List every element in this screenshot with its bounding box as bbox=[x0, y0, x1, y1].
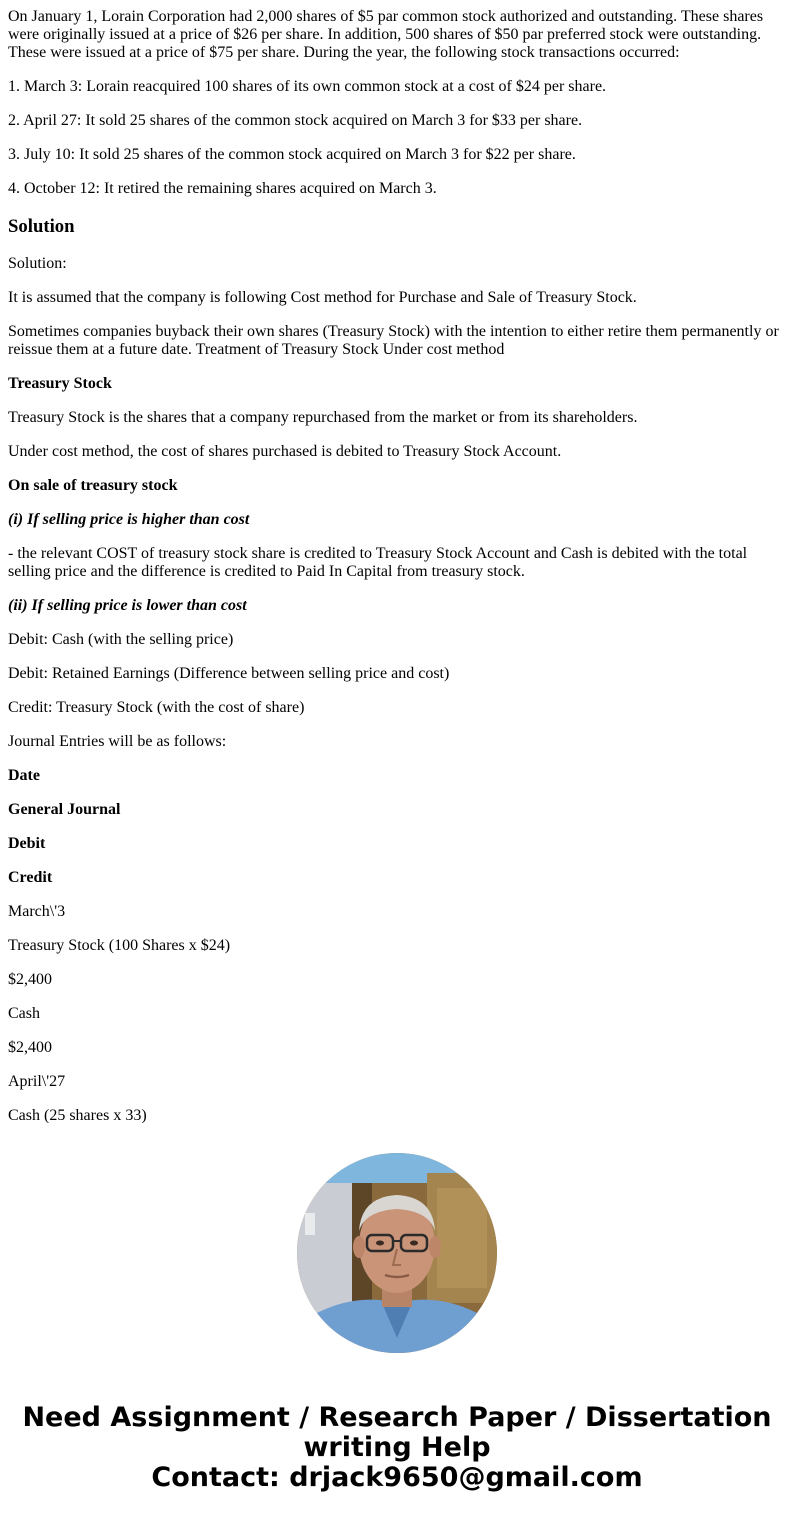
treasury-stock-heading: Treasury Stock bbox=[8, 375, 112, 392]
solution-heading: Solution bbox=[8, 216, 75, 237]
treasury-stock-definition: Treasury Stock is the shares that a company repurchased from the market or from its shareholders. bbox=[8, 409, 638, 426]
question-intro: On January 1, Lorain Corporation had 2,000 shares of $5 par common stock authorized and outstanding. These shares were originally issued at a price of $26 per share. In addition, 500 shares of $50 par preferred stock were outstanding. These were issued at a price of $75 per share. During the year, the following stock transactions occurred: bbox=[8, 8, 764, 61]
journal-line: Cash (25 shares x 33) bbox=[8, 1107, 147, 1123]
avatar bbox=[297, 1153, 497, 1353]
promo-line-1: Need Assignment / Research Paper / Dissertation bbox=[22, 1402, 772, 1433]
question-item-2: 2. April 27: It sold 25 shares of the common stock acquired on March 3 for $33 per share. bbox=[8, 112, 583, 129]
journal-header-credit: Credit bbox=[8, 869, 53, 886]
journal-header-debit: Debit bbox=[8, 835, 46, 852]
journal-line: April\'27 bbox=[8, 1073, 66, 1090]
journal-line: Cash bbox=[8, 1005, 40, 1022]
journal-line: $2,400 bbox=[8, 1039, 52, 1056]
journal-line: March\'3 bbox=[8, 903, 66, 920]
case-lower-line: Debit: Cash (with the selling price) bbox=[8, 631, 234, 648]
promo-contact: Contact: drjack9650@gmail.com bbox=[151, 1462, 643, 1493]
question-item-1: 1. March 3: Lorain reacquired 100 shares of its own common stock at a cost of $24 per share. bbox=[8, 78, 607, 95]
case-higher-heading: (i) If selling price is higher than cost bbox=[8, 511, 250, 528]
solution-background: Sometimes companies buyback their own shares (Treasury Stock) with the intention to either retire them permanently or reissue them at a future date. Treatment of Treasury Stock Under cost method bbox=[8, 323, 779, 358]
journal-header-general-journal: General Journal bbox=[8, 801, 121, 818]
question-item-4: 4. October 12: It retired the remaining shares acquired on March 3. bbox=[8, 180, 437, 197]
journal-intro: Journal Entries will be as follows: bbox=[8, 733, 227, 750]
document-body bbox=[8, 0, 786, 1123]
question-item-3: 3. July 10: It sold 25 shares of the common stock acquired on March 3 for $22 per share. bbox=[8, 146, 576, 163]
avatar-portrait-image bbox=[297, 1153, 497, 1353]
promo-line-2: writing Help bbox=[303, 1432, 491, 1463]
promo-banner bbox=[0, 1403, 794, 1493]
case-lower-line: Credit: Treasury Stock (with the cost of share) bbox=[8, 699, 305, 716]
journal-line: $2,400 bbox=[8, 971, 52, 988]
sale-heading: On sale of treasury stock bbox=[8, 477, 178, 494]
case-lower-line: Debit: Retained Earnings (Difference between selling price and cost) bbox=[8, 665, 450, 682]
case-lower-heading: (ii) If selling price is lower than cost bbox=[8, 597, 247, 614]
journal-line: Treasury Stock (100 Shares x $24) bbox=[8, 937, 231, 954]
solution-assumption: It is assumed that the company is following Cost method for Purchase and Sale of Treasury Stock. bbox=[8, 289, 637, 306]
case-higher-text: - the relevant COST of treasury stock share is credited to Treasury Stock Account and Cash is debited with the total selling price and the difference is credited to Paid In Capital from treasury stock. bbox=[8, 545, 748, 580]
journal-header-date: Date bbox=[8, 767, 40, 784]
cost-method-text: Under cost method, the cost of shares purchased is debited to Treasury Stock Account. bbox=[8, 443, 562, 460]
solution-label: Solution: bbox=[8, 255, 67, 272]
